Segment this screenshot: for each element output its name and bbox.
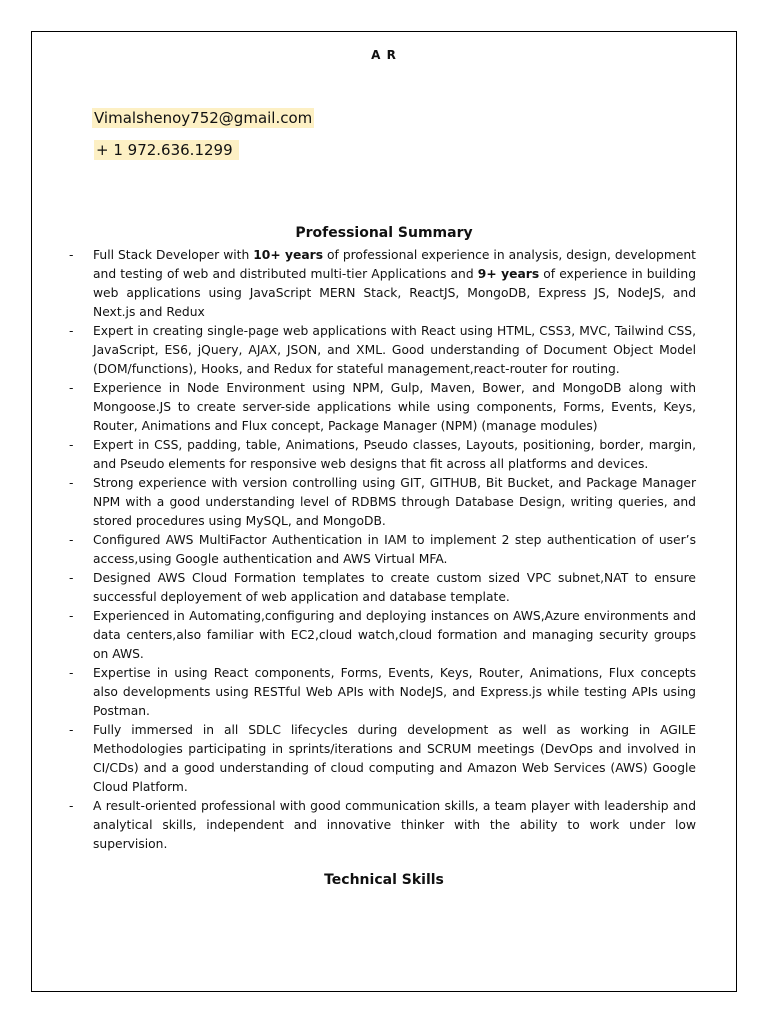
list-item: - Expert in CSS, padding, table, Animations, Pseudo classes, Layouts, positioning, border, margin, and Pseudo elements for responsive web designs that fit across all platforms and devices. bbox=[69, 438, 696, 471]
bullet-dash: - bbox=[69, 248, 74, 262]
bullet-dash: - bbox=[69, 476, 74, 490]
phone-number[interactable]: + 1 972.636.1299 bbox=[94, 140, 239, 160]
list-item: - Full Stack Developer with 10+ years of professional experience in analysis, design, development and testing of web and distributed multi-tier Applications and 9+ years of experience in building web applications using JavaScript MERN Stack, ReactJS, MongoDB, Express JS, NodeJS, and Next.js and Redux bbox=[69, 248, 697, 319]
bullet-dash: - bbox=[69, 438, 74, 452]
list-item: - A result-oriented professional with good communication skills, a team player with leadership and analytical skills, independent and innovative thinker with the ability to work under low supervision. bbox=[69, 799, 696, 851]
bullet-dash: - bbox=[69, 723, 74, 737]
bullet-dash: - bbox=[69, 324, 74, 338]
list-item: - Strong experience with version controlling using GIT, GITHUB, Bit Bucket, and Package Manager NPM with a good understanding level of RDBMS through Database Design, writing queries, and stored procedures using MySQL, and MongoDB. bbox=[69, 476, 696, 528]
bullet-dash: - bbox=[69, 533, 74, 547]
candidate-name: A R bbox=[371, 48, 397, 62]
professional-summary-heading: Professional Summary bbox=[295, 225, 473, 241]
bullet-dash: - bbox=[69, 571, 74, 585]
list-item: - Experience in Node Environment using NPM, Gulp, Maven, Bower, and MongoDB along with Mongoose.JS to create server-side applications while using components, Forms, Events, Keys, Router, Animations and Flux concept, Package Manager (NPM) (manage modules) bbox=[69, 381, 696, 433]
list-item: - Designed AWS Cloud Formation templates to create custom sized VPC subnet,NAT to ensure successful deployement of web application and database template. bbox=[69, 571, 696, 604]
email-address[interactable]: Vimalshenoy752@gmail.com bbox=[94, 109, 313, 127]
bullet-dash: - bbox=[69, 381, 74, 395]
bullet-dash: - bbox=[69, 609, 74, 623]
bullet-dash: - bbox=[69, 799, 74, 813]
list-item: - Fully immersed in all SDLC lifecycles during development as well as working in AGILE Methodologies participating in sprints/iterations and SCRUM meetings (DevOps and involved in CI/CDs) and a good understanding of cloud computing and Amazon Web Services (AWS) Google Cloud Platform. bbox=[69, 723, 696, 794]
bullet-dash: - bbox=[69, 666, 74, 680]
list-item: - Expert in creating single-page web applications with React using HTML, CSS3, MVC, Tailwind CSS, JavaScript, ES6, jQuery, AJAX, JSON, and XML. Good understanding of Document Object Model (DOM/functions), Hooks, and Redux for stateful management,react-router for routing. bbox=[69, 324, 696, 376]
list-item: - Expertise in using React components, Forms, Events, Keys, Router, Animations, Flux concepts also developments using RESTful Web APIs with NodeJS, and Express.js while testing APIs using Postman. bbox=[69, 666, 696, 718]
summary-list bbox=[68, 246, 751, 854]
technical-skills-heading: Technical Skills bbox=[324, 872, 444, 888]
list-item: - Experienced in Automating,configuring and deploying instances on AWS,Azure environments and data centers,also familiar with EC2,cloud watch,cloud formation and managing security groups on AWS. bbox=[69, 609, 751, 661]
list-item: - Configured AWS MultiFactor Authentication in IAM to implement 2 step authentication of user’s access,using Google authentication and AWS Virtual MFA. bbox=[69, 533, 696, 566]
